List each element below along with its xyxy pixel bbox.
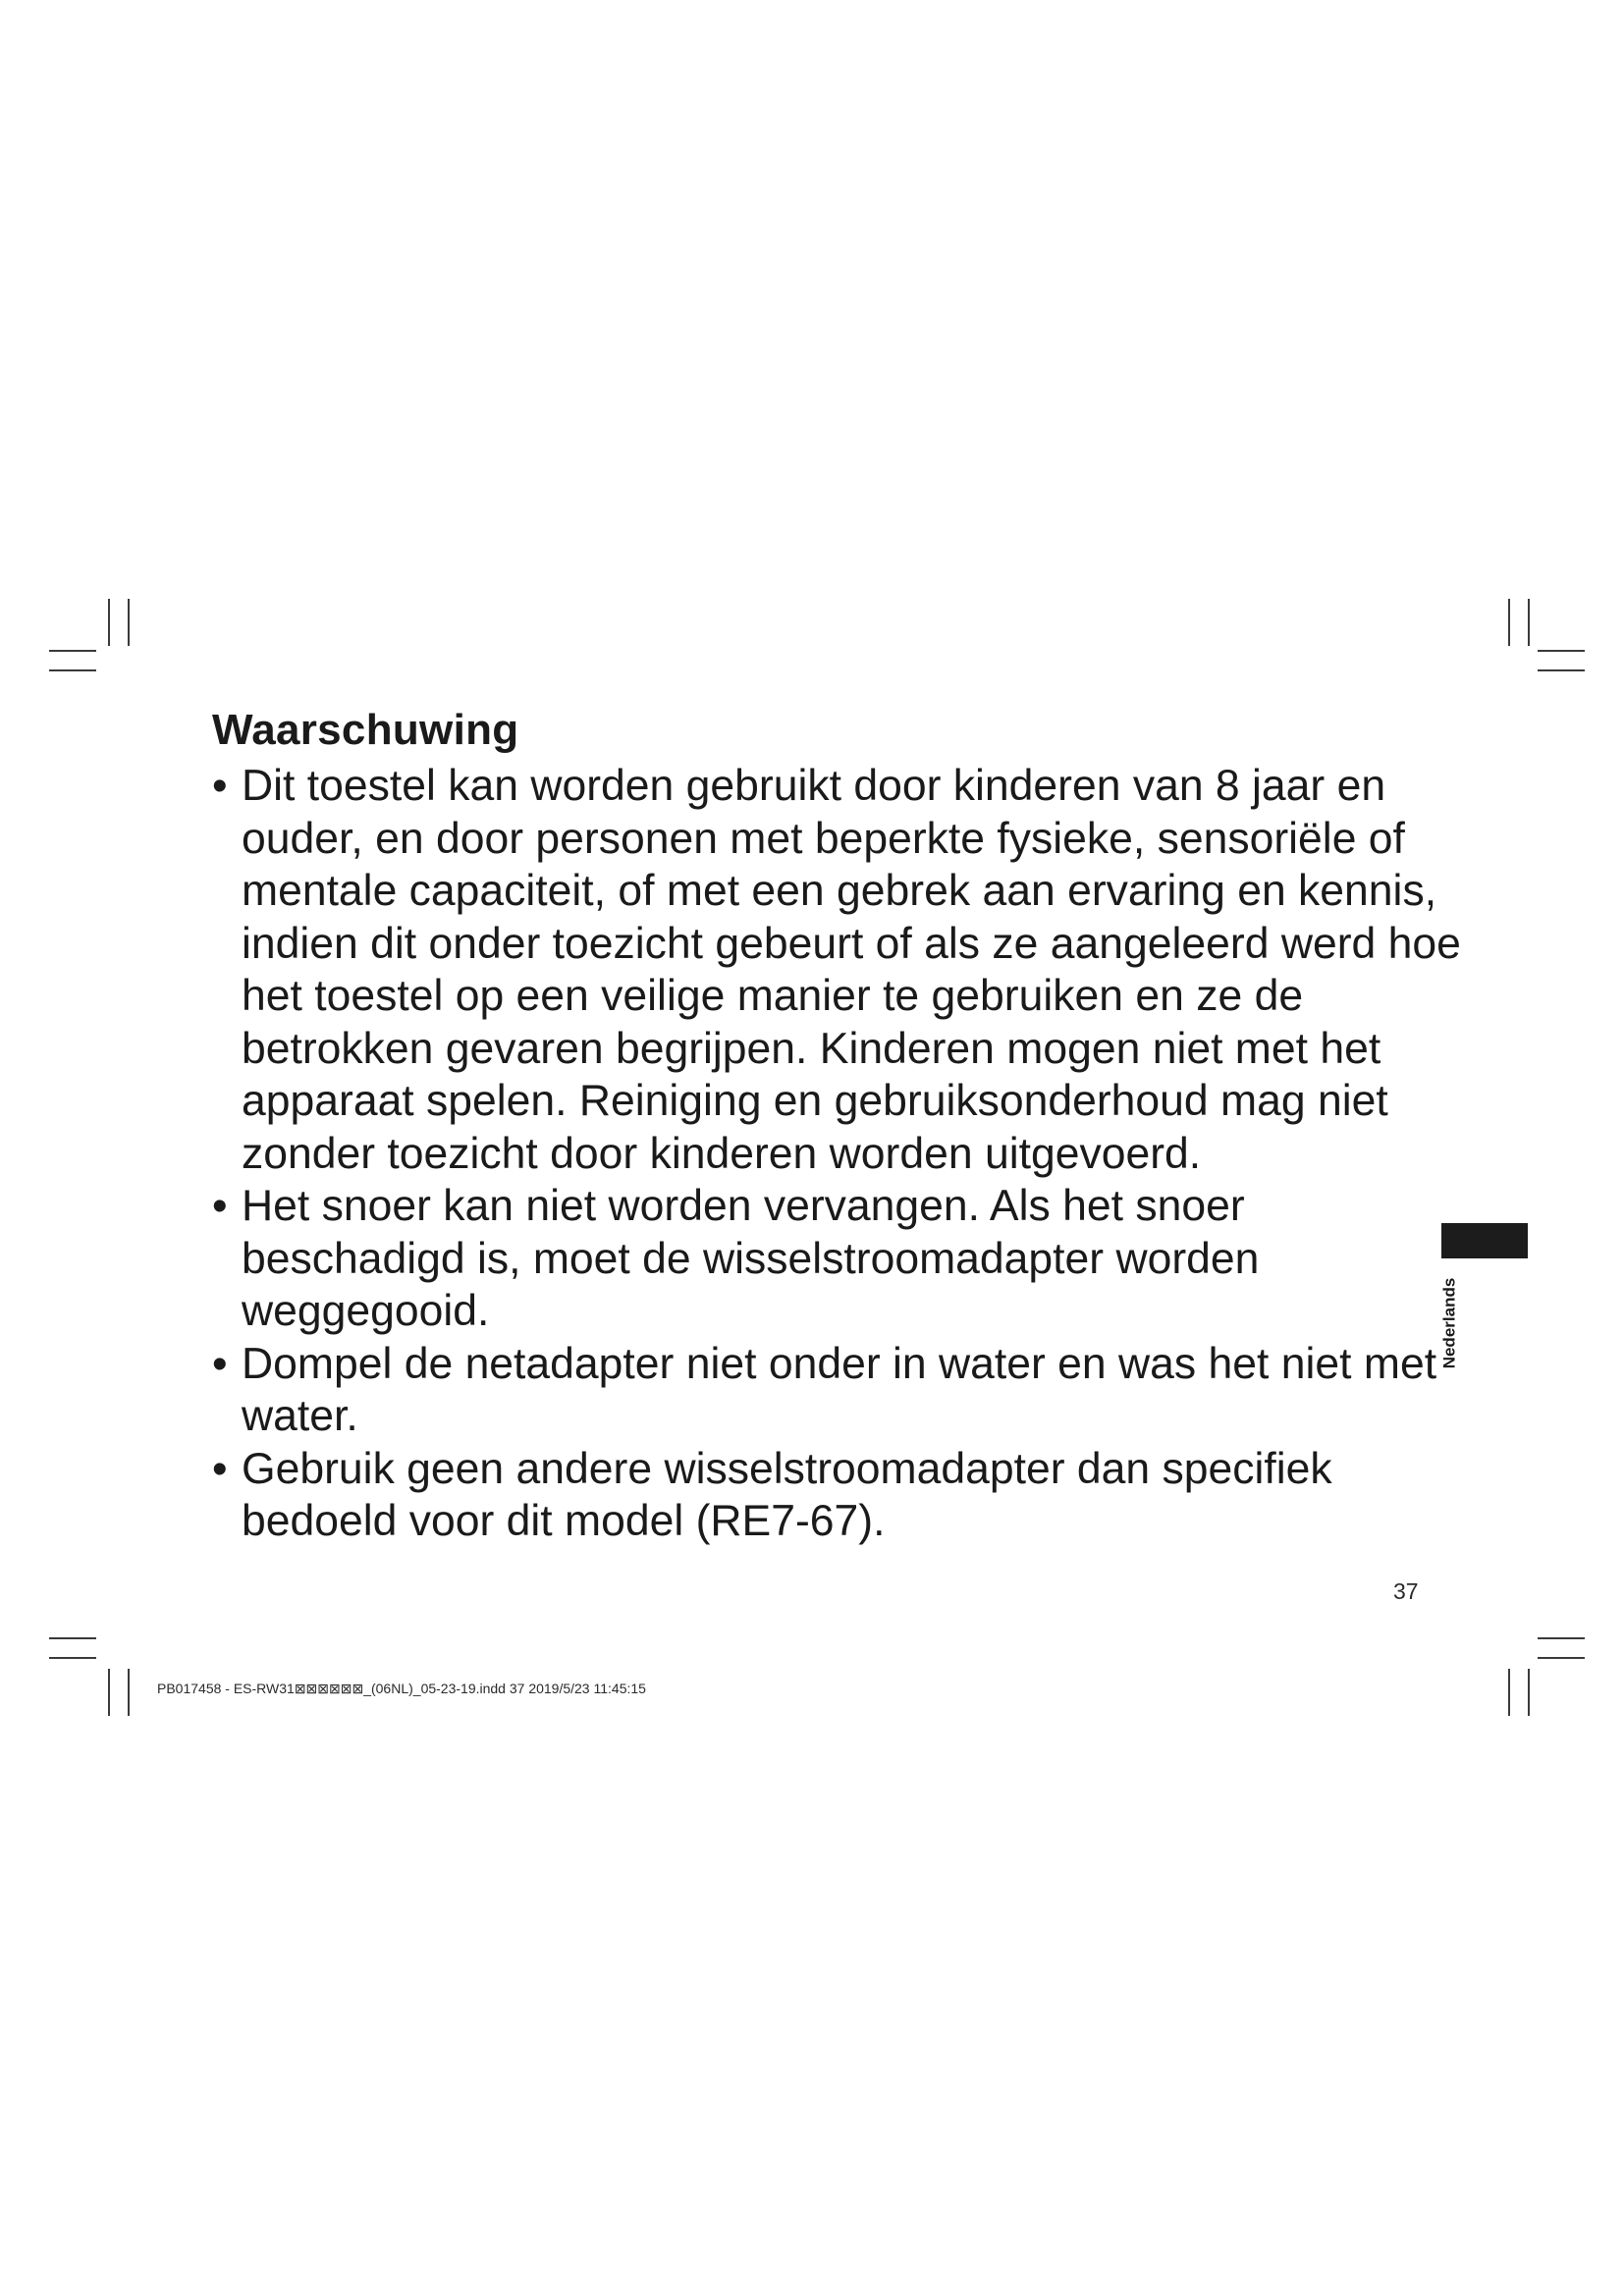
bullet-glyph: • xyxy=(212,762,228,810)
list-item-text: Dompel de netadapter niet onder in water en was het niet met water. xyxy=(242,1339,1437,1440)
list-item-text: Het snoer kan niet worden vervangen. Als het snoer beschadigd is, moet de wisselstroomadapter worden weggegooid. xyxy=(242,1182,1260,1335)
list-item xyxy=(212,1338,1469,1443)
warning-section xyxy=(212,703,1461,1548)
page-number: 37 xyxy=(1393,1578,1419,1604)
crop-mark xyxy=(1538,650,1585,652)
crop-mark xyxy=(1528,599,1530,646)
warning-list xyxy=(212,760,1461,1548)
list-item xyxy=(212,1443,1469,1548)
crop-mark xyxy=(1508,599,1510,646)
crop-mark xyxy=(49,650,96,652)
crop-mark xyxy=(1508,1669,1510,1716)
bullet-glyph: • xyxy=(212,1339,228,1388)
list-item-text: Gebruik geen andere wisselstroomadapter dan specifiek bedoeld voor dit model (RE7-67). xyxy=(242,1444,1332,1545)
list-item xyxy=(212,1180,1469,1338)
crop-mark xyxy=(108,599,110,646)
language-tab-text: Nederlands xyxy=(1439,1277,1458,1369)
crop-mark xyxy=(128,1669,130,1716)
list-item xyxy=(212,760,1469,1180)
crop-mark xyxy=(49,669,96,671)
crop-mark xyxy=(1528,1669,1530,1716)
list-item-text: Dit toestel kan worden gebruikt door kinderen van 8 jaar en ouder, en door personen met beperkte fysieke, sensoriële of mentale capaciteit, of met een gebrek aan ervaring en kennis, indien dit onder toezicht gebeurt of als ze aangeleerd werd hoe het toestel op een veilige manier te gebruiken en ze de betrokken gevaren begrijpen. Kinderen mogen niet met het apparaat spelen. Reiniging en gebruiksonderhoud mag niet zonder toezicht door kinderen worden uitgevoerd. xyxy=(242,762,1461,1178)
crop-mark xyxy=(49,1637,96,1639)
crop-mark xyxy=(49,1657,96,1659)
bullet-glyph: • xyxy=(212,1182,228,1230)
language-tab-marker xyxy=(1441,1223,1528,1258)
crop-mark xyxy=(108,1669,110,1716)
crop-mark xyxy=(128,599,130,646)
bullet-glyph: • xyxy=(212,1444,228,1493)
crop-mark xyxy=(1538,1637,1585,1639)
language-tab-label xyxy=(1430,1266,1469,1380)
crop-mark xyxy=(1538,669,1585,671)
crop-mark xyxy=(1538,1657,1585,1659)
print-slug: PB017458 - ES-RW31⊠⊠⊠⊠⊠⊠_(06NL)_05-23-19.indd 37 2019/5/23 11:45:15 xyxy=(157,1681,646,1696)
section-heading: Waarschuwing xyxy=(212,706,519,754)
